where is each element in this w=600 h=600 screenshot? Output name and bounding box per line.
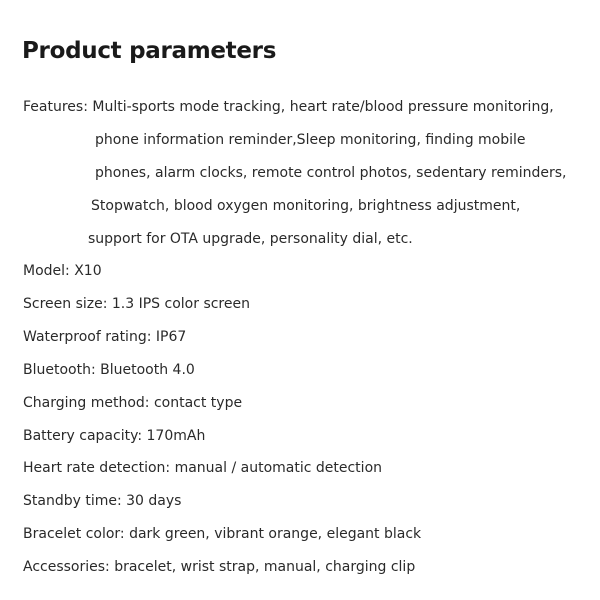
- spec-charging-method: Charging method: contact type: [23, 395, 243, 411]
- spec-model: Model: X10: [23, 263, 102, 279]
- features-line: phones, alarm clocks, remote control photos, sedentary reminders,: [95, 165, 567, 181]
- spec-bluetooth: Bluetooth: Bluetooth 4.0: [23, 362, 195, 378]
- features-line: support for OTA upgrade, personality dial, etc.: [88, 231, 413, 247]
- features-line: phone information reminder,Sleep monitoring, finding mobile: [95, 132, 526, 148]
- spec-battery-capacity: Battery capacity: 170mAh: [23, 428, 206, 444]
- spec-accessories: Accessories: bracelet, wrist strap, manual, charging clip: [23, 559, 416, 575]
- spec-waterproof-rating: Waterproof rating: IP67: [23, 329, 187, 345]
- page-title: Product parameters: [22, 38, 277, 64]
- spec-screen-size: Screen size: 1.3 IPS color screen: [23, 296, 250, 312]
- features-line: Stopwatch, blood oxygen monitoring, brightness adjustment,: [91, 198, 521, 214]
- spec-standby-time: Standby time: 30 days: [23, 493, 182, 509]
- features-line: Features: Multi-sports mode tracking, heart rate/blood pressure monitoring,: [23, 99, 554, 115]
- spec-bracelet-color: Bracelet color: dark green, vibrant orange, elegant black: [23, 526, 422, 542]
- spec-heart-rate-detection: Heart rate detection: manual / automatic detection: [23, 460, 383, 476]
